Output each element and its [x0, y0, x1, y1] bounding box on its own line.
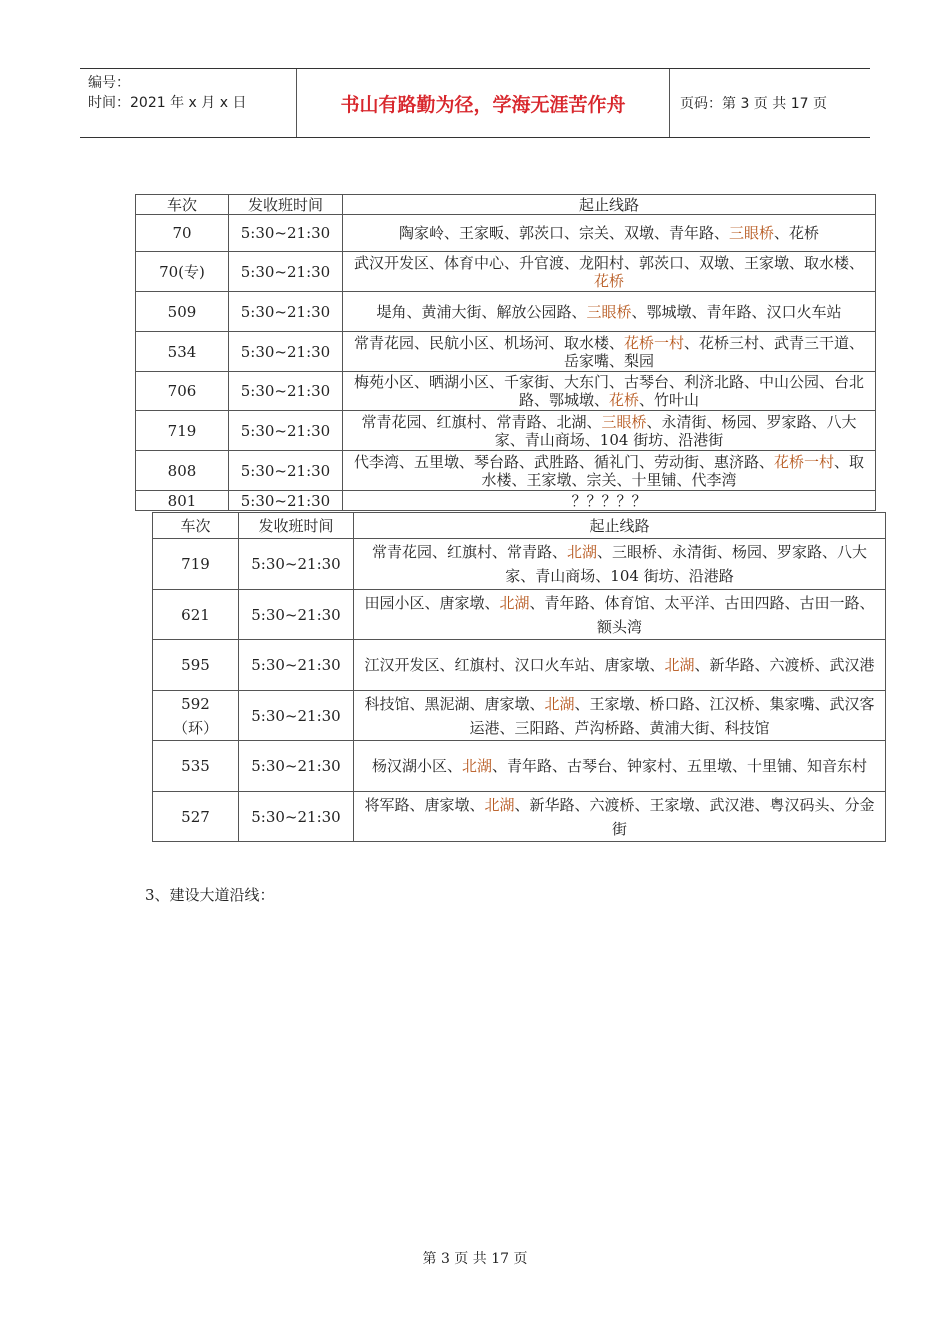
route-stops — [343, 292, 876, 332]
table-row — [136, 451, 876, 491]
header-motto: 书山有路勤为径，学海无涯苦作舟 — [297, 69, 670, 137]
route-text: 、鄂城墩、青年路、汉口火车站 — [631, 302, 842, 321]
service-time: 5:30~21:30 — [229, 215, 343, 252]
bus-number: 595 — [153, 640, 239, 691]
route-text: 杨汉湖小区、 — [371, 757, 462, 775]
bus-number: 621 — [153, 590, 239, 640]
table-row — [136, 215, 876, 252]
col-header-bus: 车次 — [136, 195, 229, 215]
route-text: 科技馆、黑泥湖、唐家墩、 — [364, 694, 545, 713]
bus-number: 719 — [153, 539, 239, 590]
route-stops — [354, 792, 886, 842]
route-text: 、永清街、杨园、罗家路、八大家、青山商场、104 街坊、沿港街 — [494, 412, 857, 449]
table-row — [136, 332, 876, 372]
highlighted-stop: 花桥一村 — [773, 452, 834, 471]
header-page-info: 页码：第 3 页 共 17 页 — [680, 96, 827, 112]
route-stops — [343, 491, 876, 511]
highlighted-stop: 花桥 — [608, 391, 639, 409]
service-time: 5:30~21:30 — [239, 691, 354, 741]
route-text: 、王家墩、桥口路、江汉桥、集家嘴、武汉客运港、三阳路、芦沟桥路、黄浦大街、科技馆 — [469, 694, 875, 737]
highlighted-stop: 北湖 — [461, 757, 492, 775]
route-stops — [343, 252, 876, 292]
table-row — [153, 539, 886, 590]
route-text: 江汉开发区、红旗村、汉口火车站、唐家墩、 — [364, 656, 665, 674]
route-text: 陶家岭、王家畈、郭茨口、宗关、双墩、青年路、 — [398, 224, 729, 242]
table-row — [153, 691, 886, 741]
route-stops — [343, 215, 876, 252]
route-stops — [343, 332, 876, 372]
table-row — [136, 411, 876, 451]
highlighted-stop: 花桥一村 — [623, 333, 684, 352]
service-time: 5:30~21:30 — [229, 411, 343, 451]
time-label: 时间：2021 年 x 月 x 日 — [88, 95, 247, 111]
header-meta — [80, 69, 297, 137]
bus-number: 535 — [153, 741, 239, 792]
bus-number: 527 — [153, 792, 239, 842]
service-time: 5:30~21:30 — [229, 451, 343, 491]
route-text: 常青花园、民航小区、机场河、取水楼、 — [353, 333, 624, 352]
table-row — [153, 741, 886, 792]
bus-table-2-body — [153, 539, 886, 842]
route-text: 常青花园、红旗村、常青路、北湖、 — [361, 412, 602, 431]
highlighted-stop: 北湖 — [484, 795, 515, 814]
bus-number: 70 — [136, 215, 229, 252]
service-time: 5:30~21:30 — [239, 792, 354, 842]
service-time: 5:30~21:30 — [229, 332, 343, 372]
bus-number: 509 — [136, 292, 229, 332]
table-row — [136, 252, 876, 292]
highlighted-stop: 三眼桥 — [601, 412, 647, 431]
service-time: 5:30~21:30 — [239, 590, 354, 640]
table-row — [153, 792, 886, 842]
bus-number: 70(专) — [136, 252, 229, 292]
table-row — [153, 590, 886, 640]
bus-number: 534 — [136, 332, 229, 372]
service-time: 5:30~21:30 — [239, 539, 354, 590]
col-header-time: 发收班时间 — [239, 513, 354, 539]
route-text: 、新华路、六渡桥、王家墩、武汉港、粤汉码头、分金街 — [514, 795, 875, 838]
service-time: 5:30~21:30 — [229, 252, 343, 292]
route-stops — [354, 640, 886, 691]
route-stops — [354, 691, 886, 741]
bus-number: 808 — [136, 451, 229, 491]
bus-table-1 — [135, 194, 876, 511]
bus-number: 719 — [136, 411, 229, 451]
table-row — [136, 372, 876, 411]
route-text: 、新华路、六渡桥、武汉港 — [694, 656, 875, 674]
service-time: 5:30~21:30 — [239, 640, 354, 691]
route-text: 、花桥 — [774, 224, 820, 242]
highlighted-stop: 三眼桥 — [586, 302, 632, 321]
route-stops — [343, 372, 876, 411]
col-header-route: 起止线路 — [343, 195, 876, 215]
bus-number: 801 — [136, 491, 229, 511]
col-header-bus: 车次 — [153, 513, 239, 539]
highlighted-stop: 北湖 — [499, 593, 530, 612]
service-time: 5:30~21:30 — [239, 741, 354, 792]
highlighted-stop: 北湖 — [664, 656, 695, 674]
route-text: ？？？？？ — [571, 491, 647, 510]
route-text: 梅苑小区、晒湖小区、千家街、大东门、古琴台、利济北路、中山公园、台北路、鄂城墩、 — [353, 373, 864, 409]
route-text: 代李湾、五里墩、琴台路、武胜路、循礼门、劳动街、惠济路、 — [353, 452, 774, 471]
page-header — [80, 68, 870, 138]
bus-table-1-body — [136, 215, 876, 511]
bus-table-2 — [152, 512, 886, 842]
highlighted-stop: 三眼桥 — [728, 224, 774, 242]
service-time: 5:30~21:30 — [229, 491, 343, 511]
bus-number: 592 （环） — [153, 691, 239, 741]
section-title: 3、建设大道沿线： — [145, 886, 275, 904]
service-time: 5:30~21:30 — [229, 372, 343, 411]
highlighted-stop: 花桥 — [593, 271, 624, 290]
highlighted-stop: 北湖 — [566, 543, 597, 561]
route-text: 田园小区、唐家墩、 — [364, 593, 500, 612]
route-text: 、取水楼、王家墩、宗关、十里铺、代李湾 — [481, 452, 865, 489]
route-text: 、三眼桥、永清街、杨园、罗家路、八大家、青山商场、104 街坊、沿港路 — [505, 543, 868, 585]
route-text: 、青年路、体育馆、太平洋、古田四路、古田一路、额头湾 — [529, 593, 875, 636]
table-row — [136, 292, 876, 332]
service-time: 5:30~21:30 — [229, 292, 343, 332]
route-text: 、竹叶山 — [639, 391, 700, 409]
col-header-route: 起止线路 — [354, 513, 886, 539]
route-stops — [343, 451, 876, 491]
route-text: 堤角、黄浦大街、解放公园路、 — [376, 302, 587, 321]
bus-number: 706 — [136, 372, 229, 411]
route-stops — [343, 411, 876, 451]
table-row — [153, 640, 886, 691]
table-row — [136, 491, 876, 511]
route-text: 、青年路、古琴台、钟家村、五里墩、十里铺、知音东村 — [492, 757, 868, 775]
route-text: 将军路、唐家墩、 — [364, 795, 485, 814]
col-header-time: 发收班时间 — [229, 195, 343, 215]
route-text: 常青花园、红旗村、常青路、 — [371, 543, 567, 561]
highlighted-stop: 北湖 — [544, 694, 575, 713]
number-label: 编号： — [88, 75, 130, 91]
page-footer: 第 3 页 共 17 页 — [422, 1251, 528, 1267]
route-stops — [354, 590, 886, 640]
route-text: 、花桥三村、武青三干道、岳家嘴、梨园 — [563, 333, 865, 370]
route-stops — [354, 539, 886, 590]
route-stops — [354, 741, 886, 792]
route-text: 武汉开发区、体育中心、升官渡、龙阳村、郭茨口、双墩、王家墩、取水楼、 — [353, 253, 864, 272]
